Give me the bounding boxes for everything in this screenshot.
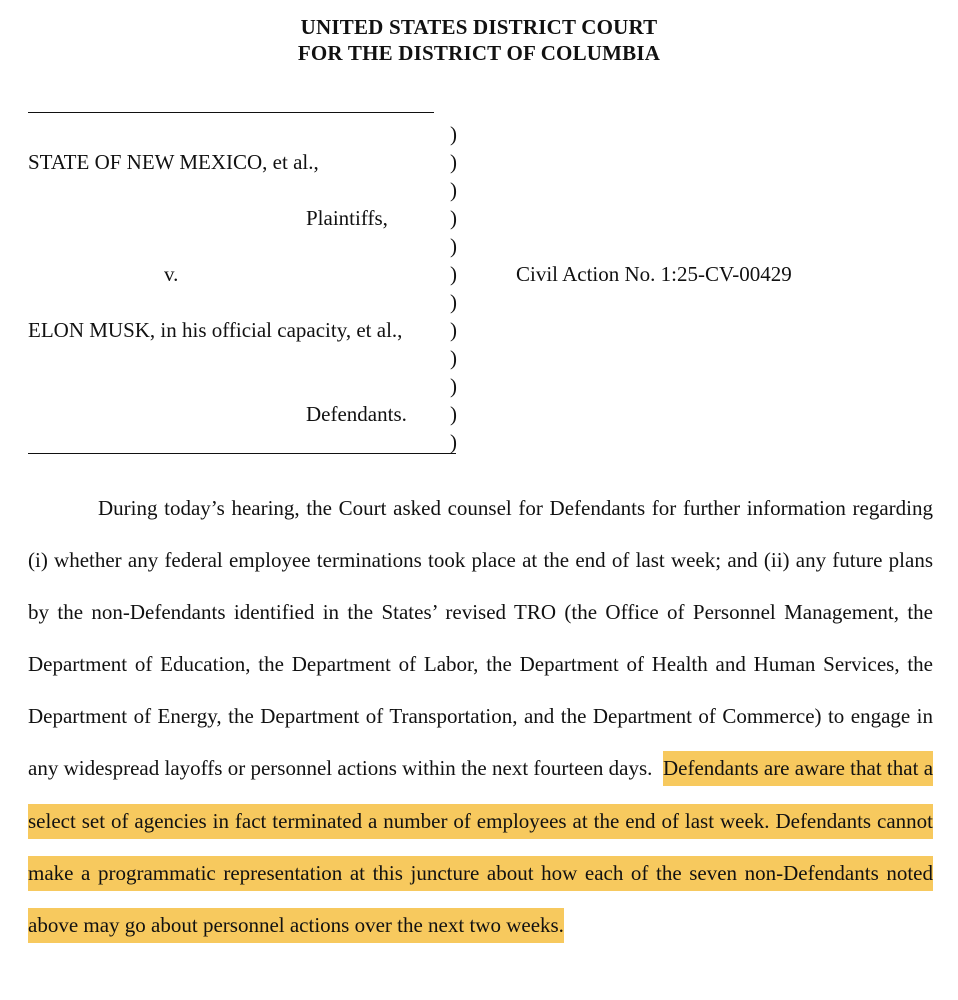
body-paragraph <box>28 482 933 951</box>
highlighted-text: Defendants are aware that that a select set of agencies in fact terminated a number of employees at the end of last week. Defendants cannot make a programmatic representation at this juncture about how each of the seven non-Defendants noted above may go about personnel actions over the next two weeks. <box>28 751 933 942</box>
caption-paren: ) <box>450 262 457 286</box>
caption-paren: ) <box>450 206 457 230</box>
caption-paren: ) <box>450 178 457 202</box>
body-plain-text: During today’s hearing, the Court asked counsel for Defendants for further information regarding (i) whether any federal employee terminations took place at the end of last week; and (ii) any future plans by the non-Defendants identified in the States’ revised TRO (the Office of Personnel Management, the Department of Education, the Department of Labor, the Department of Health and Human Services, the Department of Energy, the Department of Transportation, and the Department of Commerce) to engage in any widespread layoffs or personnel actions within the next fourteen days. <box>28 496 933 781</box>
defendant-name: ELON MUSK, in his official capacity, et al., <box>28 318 403 342</box>
court-heading-line-1: UNITED STATES DISTRICT COURT <box>300 15 658 39</box>
defendant-role: Defendants. <box>306 402 407 426</box>
caption-paren: ) <box>450 290 457 314</box>
caption-paren: ) <box>450 318 457 342</box>
versus-label: v. <box>164 262 179 286</box>
plaintiff-name: STATE OF NEW MEXICO, et al., <box>28 150 319 174</box>
caption-paren: ) <box>450 374 457 398</box>
plaintiff-role: Plaintiffs, <box>306 206 388 230</box>
case-number: Civil Action No. 1:25-CV-00429 <box>516 262 792 286</box>
caption-paren: ) <box>450 346 457 370</box>
caption-top-rule <box>28 112 434 113</box>
caption-paren: ) <box>450 402 457 426</box>
caption-paren: ) <box>450 122 457 146</box>
caption-paren: ) <box>450 234 457 258</box>
caption-paren: ) <box>450 150 457 174</box>
caption-bottom-rule <box>28 453 456 454</box>
court-heading-line-2: FOR THE DISTRICT OF COLUMBIA <box>297 41 661 65</box>
court-heading <box>0 14 958 66</box>
caption-paren: ) <box>450 430 457 454</box>
